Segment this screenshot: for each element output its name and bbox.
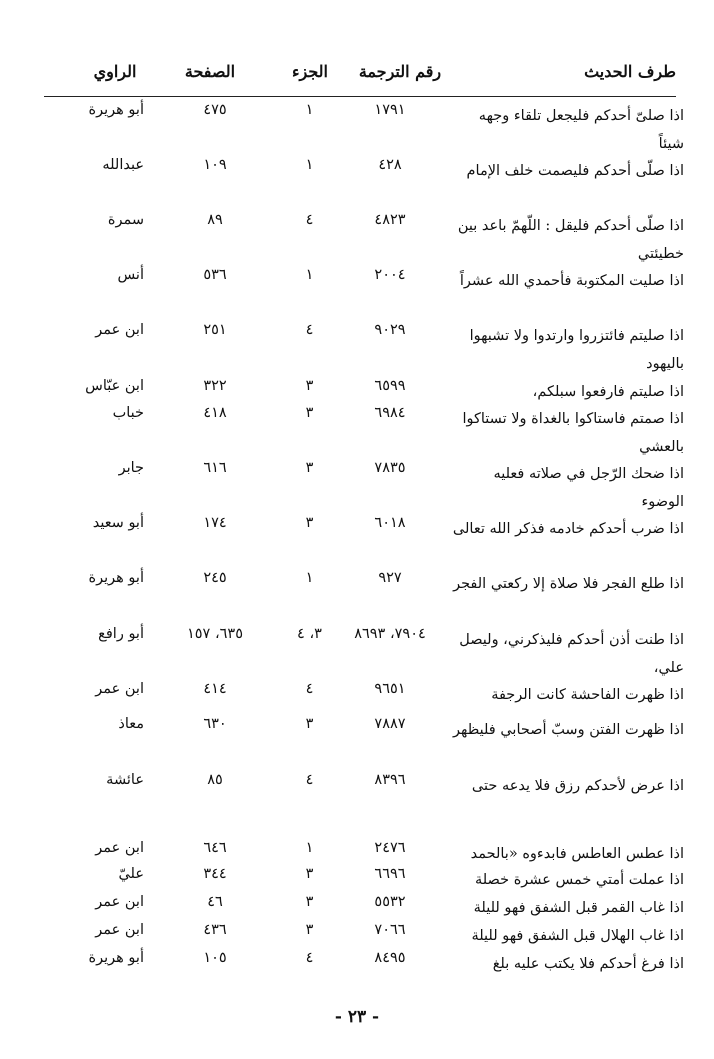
page-cell: ١٧٤: [203, 515, 227, 531]
page-cell: ٤٦: [207, 894, 223, 910]
tarjama-cell: ٧٩٠٤، ٨٦٩٣: [354, 626, 426, 642]
juz-cell: ٤: [305, 681, 314, 697]
rawi-cell: عليّ: [118, 866, 144, 882]
tarjama-cell: ٩٢٧: [378, 570, 402, 586]
rawi-cell: أبو سعيد: [92, 515, 144, 531]
rawi-cell: خباب: [112, 405, 144, 421]
hadith-cell: اذا طنت أذن أحدكم فليذكرني، وليصل علي،: [459, 632, 684, 676]
tarjama-cell: ٧٨٣٥: [374, 460, 406, 476]
page-number: - ٢٣ -: [334, 1007, 380, 1027]
page-cell: ٣٢٢: [203, 378, 227, 394]
header-juz: الجزء: [292, 62, 328, 81]
tarjama-cell: ٦٦٩٦: [374, 866, 406, 882]
page-cell: ٤١٨: [203, 405, 227, 421]
tarjama-cell: ٧٠٦٦: [374, 922, 406, 938]
page-cell: ٤٣٦: [203, 922, 227, 938]
hadith-cell: اذا غاب الهلال قبل الشفق فهو لليلة: [471, 928, 684, 944]
hadith-cell: اذا صليتم فائتزروا وارتدوا ولا تشبهوا باليهود: [469, 328, 684, 372]
page-cell: ٦١٦: [203, 460, 227, 476]
tarjama-cell: ٦٠١٨: [374, 515, 406, 531]
hadith-cell: اذا عملت أمتي خمس عشرة خصلة: [474, 872, 684, 888]
juz-cell: ٣: [305, 515, 314, 531]
tarjama-cell: ٤٨٢٣: [374, 212, 406, 228]
juz-cell: ٣، ٤: [297, 626, 322, 642]
juz-cell: ٤: [305, 950, 314, 966]
header-hadith: طرف الحديث: [584, 62, 676, 81]
hadith-cell: اذا ضحك الرّجل في صلاته فعليه الوضوء: [493, 466, 684, 510]
rawi-cell: ابن عمر: [95, 322, 144, 338]
juz-cell: ٤: [305, 772, 314, 788]
juz-cell: ٣: [305, 894, 314, 910]
rawi-cell: جابر: [118, 460, 144, 476]
juz-cell: ٣: [305, 460, 314, 476]
tarjama-cell: ٨٣٩٦: [374, 772, 406, 788]
rawi-cell: ابن عمر: [95, 840, 144, 856]
hadith-cell: اذا غاب القمر قبل الشفق فهو لليلة: [473, 900, 684, 916]
hadith-cell: اذا ظهرت الفتن وسبّ أصحابي فليظهر: [453, 722, 684, 738]
tarjama-cell: ٢٤٧٦: [374, 840, 406, 856]
header-tarjama: رقم الترجمة: [358, 62, 442, 81]
page-cell: ٢٤٥: [203, 570, 227, 586]
rawi-cell: أنس: [117, 267, 144, 283]
tarjama-cell: ٩٠٢٩: [374, 322, 406, 338]
tarjama-cell: ٦٥٩٩: [374, 378, 406, 394]
hadith-cell: اذا صلّى أحدكم فليقل : اللّهمّ باعد بين خطيئتي: [457, 218, 684, 262]
page-cell: ٨٥: [207, 772, 223, 788]
juz-cell: ٣: [305, 866, 314, 882]
rawi-cell: معاذ: [118, 716, 144, 732]
hadith-cell: اذا فرغ أحدكم فلا يكتب عليه بلغ: [492, 956, 684, 972]
juz-cell: ١: [305, 102, 314, 118]
hadith-cell: اذا ضرب أحدكم خادمه فذكر الله تعالى: [452, 521, 684, 537]
page-cell: ١٠٩: [203, 157, 227, 173]
juz-cell: ٣: [305, 716, 314, 732]
juz-cell: ٣: [305, 922, 314, 938]
juz-cell: ١: [305, 157, 314, 173]
page-cell: ٣٤٤: [203, 866, 227, 882]
hadith-cell: اذا صلّى أحدكم فليصمت خلف الإمام: [466, 163, 684, 179]
page-cell: ٤١٤: [203, 681, 227, 697]
hadith-cell: اذا طلع الفجر فلا صلاة إلا ركعتي الفجر: [453, 576, 684, 592]
rawi-cell: أبو هريرة: [88, 102, 144, 118]
juz-cell: ١: [305, 267, 314, 283]
hadith-cell: اذا عرض لأحدكم رزق فلا يدعه حتى: [471, 778, 684, 794]
hadith-cell: اذا صليت المكتوبة فأحمدي الله عشراً: [459, 273, 684, 289]
hadith-cell: اذا صليتم فارفعوا سبلكم،: [532, 384, 684, 400]
header-rawi: الراوي: [93, 62, 137, 81]
page-cell: ٦٣٥، ١٥٧: [186, 626, 244, 642]
tarjama-cell: ١٧٩١: [374, 102, 406, 118]
header-page: الصفحة: [184, 62, 236, 81]
tarjama-cell: ٩٦٥١: [374, 681, 406, 697]
juz-cell: ١: [305, 840, 314, 856]
rawi-cell: ابن عمر: [95, 681, 144, 697]
hadith-cell: اذا صلىّ أحدكم فليجعل تلقاء وجهه شيئاً: [478, 108, 684, 152]
hadith-cell: اذا ظهرت الفاحشة كانت الرجفة: [491, 687, 684, 703]
rawi-cell: ابن عمر: [95, 894, 144, 910]
hadith-cell: اذا صمتم فاستاكوا بالغداة ولا تستاكوا بالعشي: [462, 411, 684, 455]
page-cell: ٤٧٥: [203, 102, 227, 118]
juz-cell: ٤: [305, 212, 314, 228]
header-divider: [44, 96, 676, 97]
page-cell: ٦٤٦: [203, 840, 227, 856]
rawi-cell: ابن عمر: [95, 922, 144, 938]
rawi-cell: عائشة: [106, 772, 144, 788]
juz-cell: ٣: [305, 378, 314, 394]
page-cell: ٨٩: [207, 212, 223, 228]
tarjama-cell: ٢٠٠٤: [374, 267, 406, 283]
tarjama-cell: ٥٥٣٢: [374, 894, 406, 910]
rawi-cell: أبو هريرة: [88, 950, 144, 966]
rawi-cell: عبدالله: [102, 157, 144, 173]
page-cell: ٦٣٠: [203, 716, 227, 732]
tarjama-cell: ٨٤٩٥: [374, 950, 406, 966]
rawi-cell: ابن عبّاس: [85, 378, 144, 394]
juz-cell: ٣: [305, 405, 314, 421]
juz-cell: ٤: [305, 322, 314, 338]
rawi-cell: سمرة: [107, 212, 144, 228]
tarjama-cell: ٧٨٨٧: [374, 716, 406, 732]
rawi-cell: أبو هريرة: [88, 570, 144, 586]
page-cell: ٥٣٦: [203, 267, 227, 283]
hadith-cell: اذا عطس العاطس فابدءوه «بالحمد: [470, 846, 684, 862]
page-cell: ٢٥١: [203, 322, 227, 338]
tarjama-cell: ٦٩٨٤: [374, 405, 406, 421]
juz-cell: ١: [305, 570, 314, 586]
rawi-cell: أبو رافع: [98, 626, 144, 642]
page-cell: ١٠٥: [203, 950, 227, 966]
tarjama-cell: ٤٢٨: [378, 157, 402, 173]
